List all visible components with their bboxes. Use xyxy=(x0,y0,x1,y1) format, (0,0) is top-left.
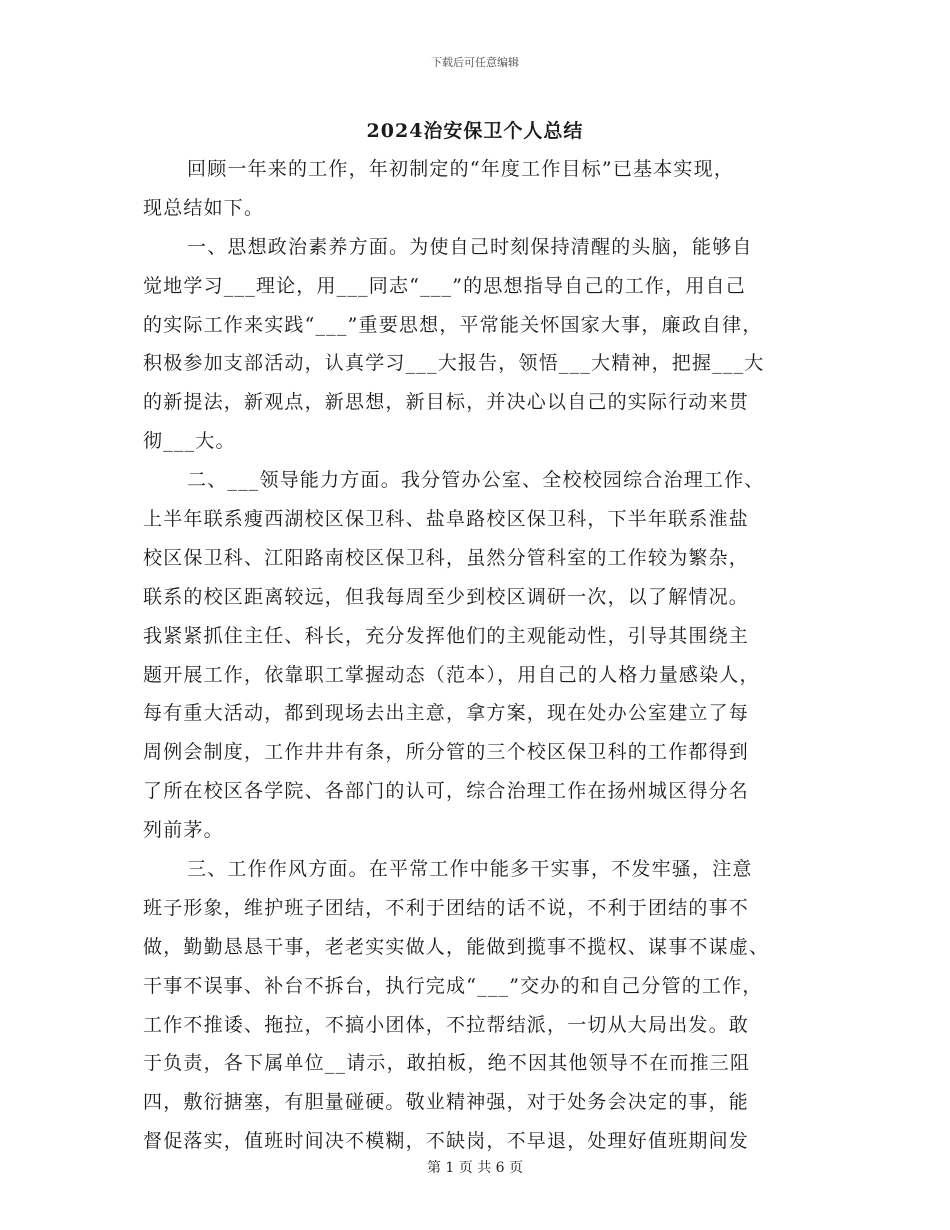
body-line: 现总结如下。 xyxy=(143,196,265,219)
document-body xyxy=(143,150,815,1161)
body-line: 周例会制度，工作井井有条，所分管的三个校区保卫科的工作都得到 xyxy=(143,741,750,764)
body-line: 班子形象，维护班子团结，不利于团结的话不说，不利于团结的事不 xyxy=(143,896,750,919)
body-line: 联系的校区距离较远，但我每周至少到校区调研一次，以了解情况。 xyxy=(143,585,750,608)
body-line: 于负责，各下属单位__请示，敢拍板，绝不因其他领导不在而推三阻 xyxy=(143,1052,751,1075)
body-line: 校区保卫科、江阳路南校区保卫科，虽然分管科室的工作较为繁杂， xyxy=(143,546,750,569)
body-line: 的实际工作来实践“___”重要思想，平常能关怀国家大事，廉政自律， xyxy=(143,313,763,336)
body-line: 二、___领导能力方面。我分管办公室、全校校园综合治理工作、 xyxy=(187,469,765,492)
body-line: 列前茅。 xyxy=(143,819,224,842)
body-line: 的新提法，新观点，新思想，新目标，并决心以自己的实际行动来贯 xyxy=(143,391,750,414)
body-line: 一、思想政治素养方面。为使自己时刻保持清醒的头脑，能够自 xyxy=(187,235,753,258)
body-line: 题开展工作，依靠职工掌握动态（范本），用自己的人格力量感染人， xyxy=(143,663,760,686)
body-line: 我紧紧抓住主任、科长，充分发挥他们的主观能动性，引导其围绕主 xyxy=(143,624,750,647)
page-footer: 第 1 页 共 6 页 xyxy=(426,1160,524,1176)
body-line: 四，敷衍搪塞，有胆量碰硬。敬业精神强，对于处务会决定的事，能 xyxy=(143,1091,750,1114)
body-line: 觉地学习___理论，用___同志“___”的思想指导自己的工作，用自己 xyxy=(143,274,746,297)
body-line: 做，勤勤恳恳干事，老老实实做人，能做到揽事不揽权、谋事不谋虚、 xyxy=(143,935,770,958)
body-line: 彻___大。 xyxy=(143,430,236,453)
body-line: 上半年联系瘦西湖校区保卫科、盐阜路校区保卫科，下半年联系淮盐 xyxy=(143,508,750,531)
body-line: 回顾一年来的工作，年初制定的“年度工作目标”已基本实现， xyxy=(187,158,735,180)
body-line: 工作不推诿、拖拉，不搞小团体，不拉帮结派，一切从大局出发。敢 xyxy=(143,1013,750,1036)
body-line: 干事不误事、补台不拆台，执行完成“___”交办的和自己分管的工作， xyxy=(143,974,763,997)
document-title: 2024治安保卫个人总结 xyxy=(366,120,584,142)
body-line: 三、工作作风方面。在平常工作中能多干实事，不发牢骚，注意 xyxy=(187,858,753,881)
header-note: 下载后可任意编辑 xyxy=(431,56,519,69)
body-line: 了所在校区各学院、各部门的认可，综合治理工作在扬州城区得分名 xyxy=(143,780,750,803)
body-line: 督促落实，值班时间决不模糊，不缺岗，不早退，处理好值班期间发 xyxy=(143,1130,750,1153)
body-line: 每有重大活动，都到现场去出主意，拿方案，现在处办公室建立了每 xyxy=(143,702,750,725)
body-line: 积极参加支部活动，认真学习___大报告，领悟___大精神，把握___大 xyxy=(143,352,765,375)
